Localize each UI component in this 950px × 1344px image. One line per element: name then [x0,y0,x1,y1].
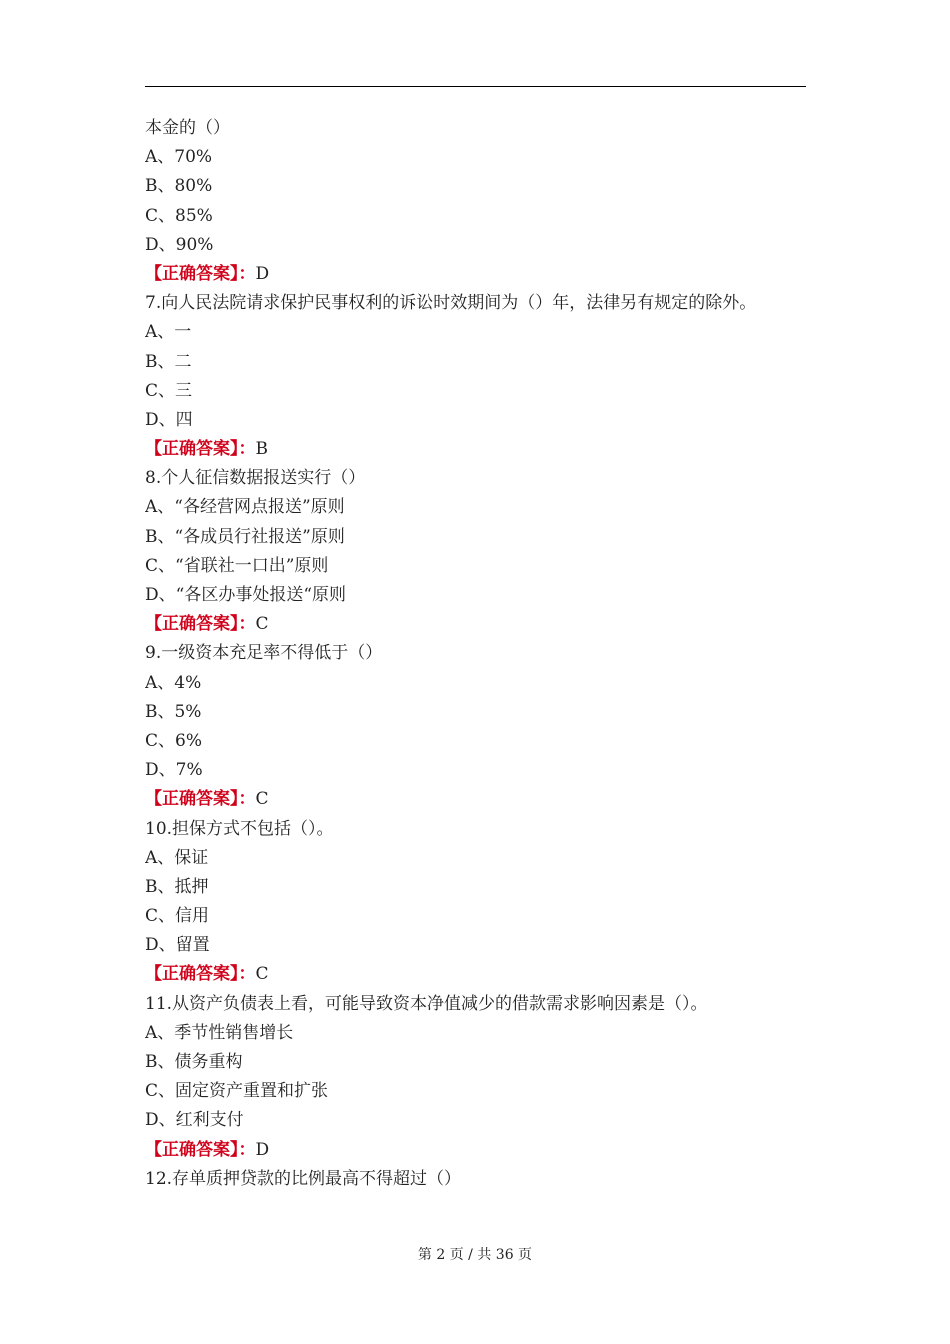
question-continuation [145,114,805,289]
page-footer: 第 2 页 / 共 36 页 [417,1247,533,1263]
question-8 [145,464,805,639]
option-d: D、四 [145,409,193,430]
answer-label: 【正确答案】： [145,263,256,284]
question-11 [145,990,805,1165]
option-a: A、保证 [145,847,209,868]
answer-line [145,1136,805,1165]
answer-value: C [255,964,269,985]
answer-value: C [255,789,269,810]
option-b: B、二 [145,351,192,372]
answer-value: D [255,263,270,284]
answer-label: 【正确答案】： [145,439,256,460]
question-stem: 11.从资产负债表上看，可能导致资本净值减少的借款需求影响因素是（）。 [145,993,708,1014]
option-a: A、一 [145,322,192,343]
option-b: B、“各成员行社报送”原则 [145,526,345,547]
option-c: C、6% [145,730,202,751]
answer-label: 【正确答案】： [145,964,256,985]
question-stem: 8.个人征信数据报送实行（） [145,468,366,489]
question-stem: 9.一级资本充足率不得低于（） [145,643,383,664]
question-12 [145,1165,805,1194]
option-b: B、80% [145,176,213,197]
option-a: A、“各经营网点报送”原则 [145,497,345,518]
option-b: B、抵押 [145,876,209,897]
option-b: B、5% [145,701,202,722]
answer-line [145,960,805,989]
option-d: D、7% [145,760,203,781]
option-c: C、固定资产重置和扩张 [145,1081,329,1102]
option-a: A、4% [145,672,202,693]
option-b: B、债务重构 [145,1052,243,1073]
answer-value: C [255,614,269,635]
answer-label: 【正确答案】： [145,614,256,635]
answer-line [145,785,805,814]
page-content [145,114,805,1194]
question-stem: 10.担保方式不包括（）。 [145,818,334,839]
option-d: D、90% [145,234,214,255]
answer-value: B [255,439,268,460]
answer-value: D [255,1139,270,1160]
answer-label: 【正确答案】： [145,789,256,810]
option-c: C、三 [145,380,193,401]
option-c: C、85% [145,205,213,226]
option-a: A、70% [145,147,213,168]
option-d: D、留置 [145,935,210,956]
option-c: C、信用 [145,906,210,927]
option-d: D、红利支付 [145,1110,244,1131]
question-stem: 7.向人民法院请求保护民事权利的诉讼时效期间为（）年，法律另有规定的除外。 [145,293,757,314]
header-rule [145,86,806,87]
question-stem: 本金的（） [145,118,230,138]
answer-line [145,435,805,464]
question-7 [145,289,805,464]
answer-line [145,610,805,639]
answer-line [145,260,805,289]
option-c: C、“省联社一口出”原则 [145,555,329,576]
question-stem: 12.存单质押贷款的比例最高不得超过（） [145,1168,462,1189]
option-a: A、季节性销售增长 [145,1022,294,1043]
question-10 [145,815,805,990]
answer-label: 【正确答案】： [145,1139,256,1160]
question-9 [145,639,805,814]
option-d: D、“各区办事处报送“原则 [145,585,347,606]
